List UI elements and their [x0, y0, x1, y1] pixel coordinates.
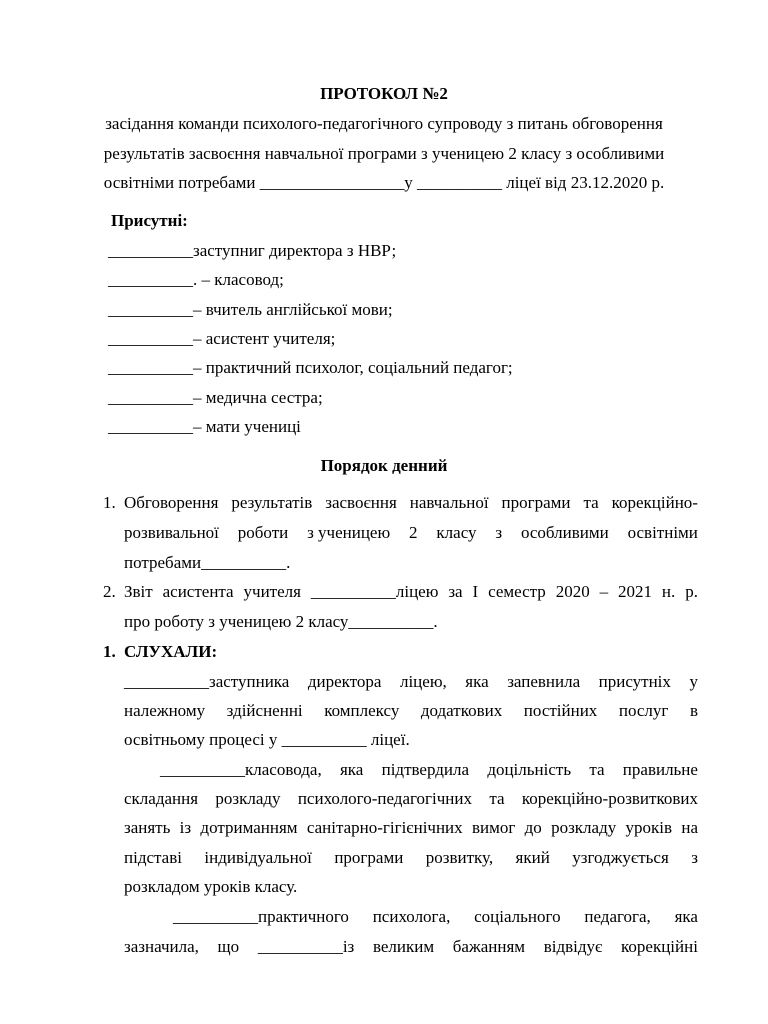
word: учителя	[243, 582, 301, 601]
word: та	[589, 760, 605, 779]
word: яка	[339, 760, 364, 779]
word: І	[472, 582, 479, 601]
word: великим	[372, 937, 435, 956]
subtitle-line-3: освітніми потребами _________________у __________ ліцеї від 23.12.2020 р.	[103, 173, 665, 192]
word: 2021	[618, 582, 653, 601]
word: за	[448, 582, 463, 601]
present-item: __________– практичний психолог, соціальний педагог;	[108, 358, 513, 377]
present-item: __________– вчитель англійської мови;	[108, 300, 393, 319]
word: бажанням	[452, 937, 526, 956]
heard-p2-line-5: розкладом уроків класу.	[124, 877, 298, 896]
word: Звіт	[124, 582, 153, 601]
word: яка	[674, 907, 698, 926]
word: відвідує	[543, 937, 603, 956]
word: та	[583, 493, 599, 512]
word: особливими	[520, 523, 609, 542]
document-title: ПРОТОКОЛ №2	[320, 84, 448, 103]
word: підставі	[124, 848, 182, 867]
word: __________класовода,	[160, 760, 322, 779]
agenda-item-2-line-1	[124, 582, 698, 602]
word: психолого-педагогічних	[297, 789, 472, 808]
word: –	[599, 582, 609, 601]
word: з	[691, 848, 698, 867]
present-item: __________– медична сестра;	[108, 388, 323, 407]
word: директора	[307, 672, 382, 691]
heard-number: 1.	[103, 642, 116, 661]
word: узгоджується	[572, 848, 669, 867]
word: результатів	[231, 493, 313, 512]
word: присутніх	[598, 672, 671, 691]
agenda-item-number: 1.	[103, 493, 116, 512]
heard-p2-line-1	[160, 760, 698, 780]
heard-heading: СЛУХАЛИ:	[124, 642, 218, 661]
heard-p3-line-1	[173, 907, 698, 927]
heard-p2-line-4	[124, 848, 698, 868]
word: належному	[124, 701, 206, 720]
heard-p2-line-2	[124, 789, 698, 809]
heard-p2-line-3	[124, 818, 698, 838]
word: класу	[436, 523, 477, 542]
word: правильне	[622, 760, 698, 779]
word: корекційно-розвиткових	[521, 789, 698, 808]
word: підтвердила	[381, 760, 470, 779]
word: занять	[124, 818, 171, 837]
word: семестр	[488, 582, 546, 601]
present-item: __________. – класовод;	[108, 270, 284, 289]
word: __________із	[257, 937, 355, 956]
word: Обговорення	[124, 493, 219, 512]
present-item: __________– асистент учителя;	[108, 329, 336, 348]
word: соціального	[474, 907, 561, 926]
word: розкладу	[551, 818, 617, 837]
word: уроків	[625, 818, 673, 837]
word: засвоєння	[325, 493, 397, 512]
word: що	[217, 937, 240, 956]
word: програми	[501, 493, 571, 512]
agenda-item-number: 2.	[103, 582, 116, 601]
word: який	[515, 848, 550, 867]
word: на	[681, 818, 698, 837]
agenda-item-2-line-2: про роботу з ученицею 2 класу__________.	[124, 612, 438, 631]
present-item: __________заступниг директора з НВР;	[108, 241, 397, 260]
word: в	[689, 701, 698, 720]
word: послуг	[618, 701, 669, 720]
heard-p1-line-3: освітньому процесі у __________ ліцеї.	[124, 730, 410, 749]
word: запевнила	[507, 672, 581, 691]
word: педагога,	[584, 907, 651, 926]
word: розвивальної	[124, 523, 219, 542]
word: з	[495, 523, 503, 542]
word: корекційно-	[611, 493, 698, 512]
word: р.	[685, 582, 698, 601]
word: індивідуальної	[204, 848, 312, 867]
word: дотриманням	[200, 818, 298, 837]
word: яка	[465, 672, 489, 691]
word: та	[489, 789, 505, 808]
word: психолога,	[372, 907, 451, 926]
word: н.	[661, 582, 676, 601]
word: здійсненні	[226, 701, 303, 720]
present-heading: Присутні:	[111, 211, 188, 230]
word: санітарно-гігієнічних	[306, 818, 463, 837]
word: складання	[124, 789, 199, 808]
word: __________практичного	[173, 907, 349, 926]
word: програми	[334, 848, 404, 867]
subtitle-line-1: засідання команди психолого-педагогічного супроводу з питань обговорення	[105, 114, 663, 133]
word: з ученицею	[307, 523, 391, 542]
word: асистента	[162, 582, 234, 601]
word: роботи	[237, 523, 289, 542]
agenda-item-1-line-1	[124, 493, 698, 513]
word: із	[179, 818, 192, 837]
word: комплексу	[324, 701, 400, 720]
agenda-item-1-line-3: потребами__________.	[124, 553, 291, 572]
heard-p1-line-2	[124, 701, 698, 721]
word: корекційні	[621, 937, 698, 956]
word: доцільність	[487, 760, 572, 779]
word: зазначила,	[124, 937, 199, 956]
heard-p3-line-2	[124, 937, 698, 957]
subtitle-line-2: результатів засвоєння навчальної програми з ученицею 2 класу з особливими	[103, 144, 665, 163]
agenda-item-1-line-2	[124, 523, 698, 543]
present-item: __________– мати учениці	[108, 417, 301, 436]
word: розкладу	[215, 789, 281, 808]
word: __________заступника	[124, 672, 290, 691]
agenda-heading: Порядок денний	[320, 456, 448, 475]
word: ліцею,	[399, 672, 447, 691]
word: розвитку,	[425, 848, 494, 867]
word: вимог	[471, 818, 516, 837]
word: __________ліцею	[310, 582, 439, 601]
word: до	[524, 818, 542, 837]
word: у	[689, 672, 698, 691]
word: додаткових	[420, 701, 503, 720]
word: постійних	[523, 701, 598, 720]
word: освітніми	[627, 523, 698, 542]
word: 2	[409, 523, 418, 542]
heard-p1-line-1	[124, 672, 698, 692]
word: 2020	[555, 582, 590, 601]
word: навчальної	[409, 493, 489, 512]
